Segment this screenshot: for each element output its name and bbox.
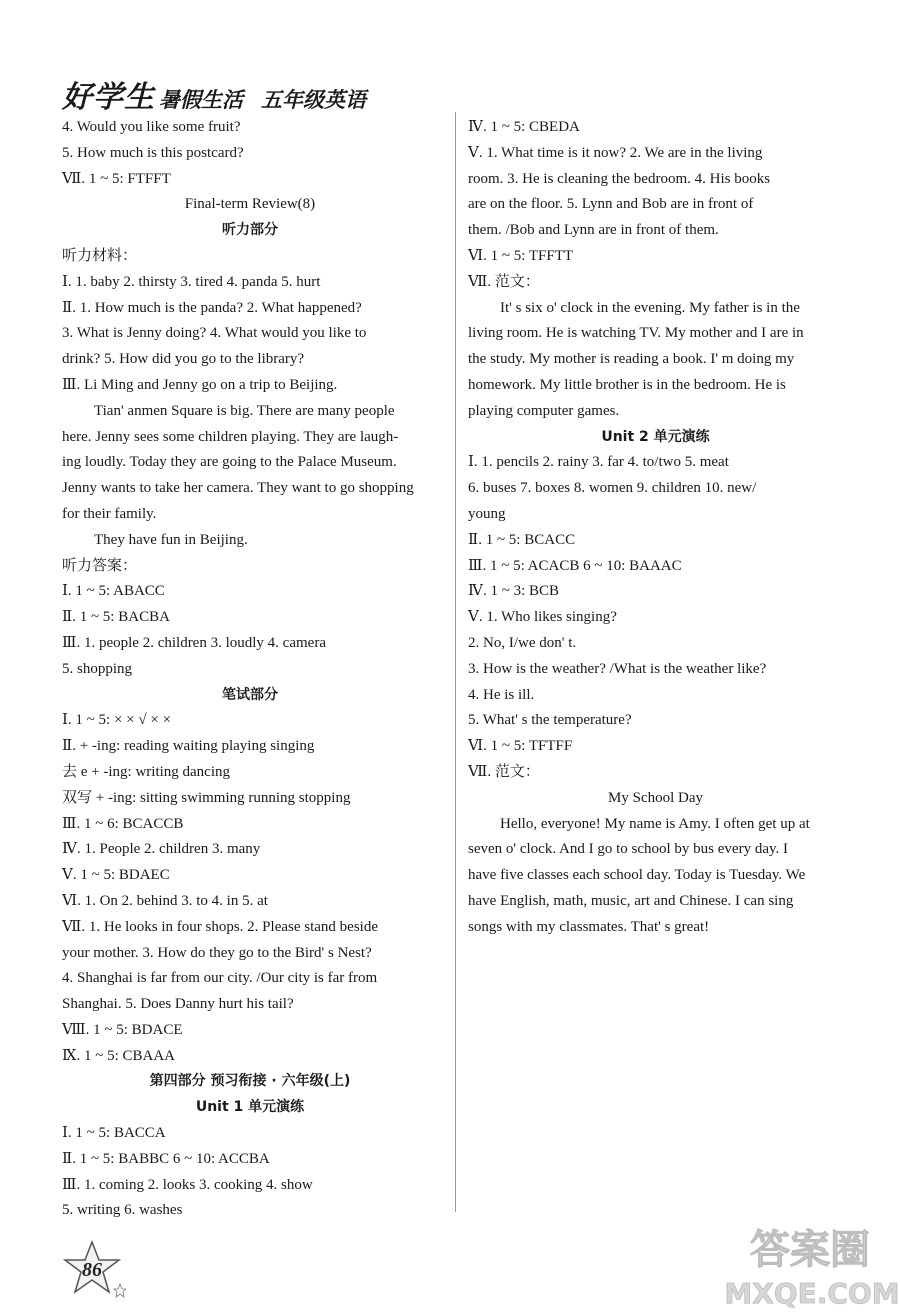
essay-title: My School Day [608,789,703,806]
answer-line: Ⅲ. 1 ~ 5: ACACB 6 ~ 10: BAAAC [468,557,682,574]
answer-line: Ⅲ. 1 ~ 6: BCACCB [62,815,184,832]
text-line: They have fun in Beijing. [94,531,248,548]
text-line: for their family. [62,505,157,522]
answer-line: Ⅴ. 1. Who likes singing? [468,609,617,626]
answer-line: Ⅶ. 范文： [468,273,540,290]
text-line: drink? 5. How did you go to the library? [62,351,305,368]
section-title: Final-term Review(8) [184,196,316,213]
answer-line: Ⅸ. 1 ~ 5: CBAAA [62,1047,176,1064]
answer-line: Ⅰ. 1 ~ 5: ABACC [62,583,165,600]
page-number-star-badge [62,1238,126,1302]
answer-line: Ⅰ. 1 ~ 5: × × √ × × [62,712,172,729]
part-heading: 第四部分 预习衔接 · 六年级(上) [149,1073,351,1090]
header-title-sub: 暑假生活 [159,87,243,112]
answer-line: Ⅳ. 1 ~ 3: BCB [468,583,560,600]
answer-line: Ⅳ. 1 ~ 5: CBEDA [468,119,580,135]
answer-line: 3. How is the weather? /What is the weather like? [468,660,767,677]
section-heading: 听力部分 [222,222,278,239]
header-title-main: 好学生 [62,80,155,115]
answer-line: Ⅴ. 1 ~ 5: BDAEC [62,867,170,884]
answer-line: young [468,505,506,522]
answer-line: Ⅲ. 1. coming 2. looks 3. cooking 4. show [62,1176,313,1193]
text-line: 听力答案： [62,557,138,574]
answer-line: 4. He is ill. [468,686,535,703]
answer-line: Ⅵ. 1. On 2. behind 3. to 4. in 5. at [62,892,268,909]
watermark-logo [720,1215,900,1312]
essay-line: songs with my classmates. That' s great! [468,918,710,935]
page-number: 86 [82,1259,102,1281]
text-line: 4. Would you like some fruit? [62,119,241,135]
answer-line: room. 3. He is cleaning the bedroom. 4. His books [468,170,771,187]
answer-line: 5. writing 6. washes [62,1202,183,1219]
answer-line: 双写 + -ing: sitting swimming running stopping [62,789,351,806]
text-line: 5. How much is this postcard? [62,144,244,161]
unit-heading: Unit 2 单元演练 [601,428,710,445]
text-line: Ⅱ. 1. How much is the panda? 2. What happened? [62,299,362,316]
essay-line: living room. He is watching TV. My mother and I are in [468,325,804,342]
answer-line: Ⅷ. 1 ~ 5: BDACE [62,1021,183,1038]
answer-line: Ⅵ. 1 ~ 5: TFTFF [468,738,573,755]
answer-line: Ⅱ. + -ing: reading waiting playing singing [62,738,315,755]
answer-line: Shanghai. 5. Does Danny hurt his tail? [62,996,294,1013]
answer-line: Ⅶ. 1. He looks in four shops. 2. Please stand beside [62,918,378,935]
essay-line: Hello, everyone! My name is Amy. I often get up at [500,815,810,832]
answer-line: Ⅳ. 1. People 2. children 3. many [62,841,261,858]
essay-line: have five classes each school day. Today is Tuesday. We [468,867,806,884]
text-line: ing loudly. Today they are going to the Palace Museum. [62,454,397,471]
watermark-bottom-text: MXQE.COM [724,1277,900,1310]
text-line: Ⅰ. 1. baby 2. thirsty 3. tired 4. panda 5. hurt [62,273,321,290]
answer-line: Ⅱ. 1 ~ 5: BCACC [468,531,576,548]
answer-line: 去 e + -ing: writing dancing [62,763,231,780]
left-column [62,115,438,1224]
answer-line: them. /Bob and Lynn are in front of them. [468,222,719,239]
text-line: here. Jenny sees some children playing. They are laugh- [62,428,399,445]
answer-line: Ⅶ. 范文： [468,763,540,780]
essay-line: have English, math, music, art and Chinese. I can sing [468,892,794,909]
section-heading: 笔试部分 [222,686,278,703]
answer-line: 5. shopping [62,660,133,677]
essay-line: It' s six o' clock in the evening. My father is in the [500,299,800,316]
small-star-icon [114,1284,126,1297]
unit-heading: Unit 1 单元演练 [195,1099,305,1116]
text-line: 3. What is Jenny doing? 4. What would you like to [62,325,367,342]
header-title-grade: 五年级英语 [261,87,366,112]
answer-line: your mother. 3. How do they go to the Bird' s Nest? [62,944,372,961]
answer-line: Ⅰ. 1. pencils 2. rainy 3. far 4. to/two 5. meat [468,454,729,471]
essay-line: seven o' clock. And I go to school by bus every day. I [468,841,788,858]
answer-line: Ⅱ. 1 ~ 5: BACBA [62,609,170,626]
answer-line: Ⅱ. 1 ~ 5: BABBC 6 ~ 10: ACCBA [62,1150,270,1167]
answer-line: 6. buses 7. boxes 8. women 9. children 10. new/ [468,480,757,497]
watermark-top-text: 答案圈 [750,1227,870,1273]
answer-line: are on the floor. 5. Lynn and Bob are in front of [468,196,754,213]
essay-line: the study. My mother is reading a book. I' m doing my [468,351,795,368]
essay-line: playing computer games. [468,402,620,419]
essay-line: homework. My little brother is in the bedroom. He is [468,376,786,393]
text-line: Ⅲ. Li Ming and Jenny go on a trip to Beijing. [62,376,338,393]
answer-line: Ⅴ. 1. What time is it now? 2. We are in the living [468,144,763,161]
answer-line: Ⅲ. 1. people 2. children 3. loudly 4. camera [62,634,326,651]
text-line: Jenny wants to take her camera. They want to go shopping [62,480,414,497]
book-header [62,72,366,115]
answer-line: Ⅶ. 1 ~ 5: FTFFT [62,170,171,187]
text-line: 听力材料： [62,247,138,264]
answer-line: Ⅰ. 1 ~ 5: BACCA [62,1125,166,1142]
answer-line: 4. Shanghai is far from our city. /Our city is far from [62,970,378,987]
column-divider [455,112,456,1212]
answer-line: Ⅵ. 1 ~ 5: TFFTT [468,247,574,264]
answer-line: 5. What' s the temperature? [468,712,632,729]
right-column [468,115,843,941]
text-line: Tian' anmen Square is big. There are many people [94,402,395,419]
answer-line: 2. No, I/we don' t. [468,634,577,651]
